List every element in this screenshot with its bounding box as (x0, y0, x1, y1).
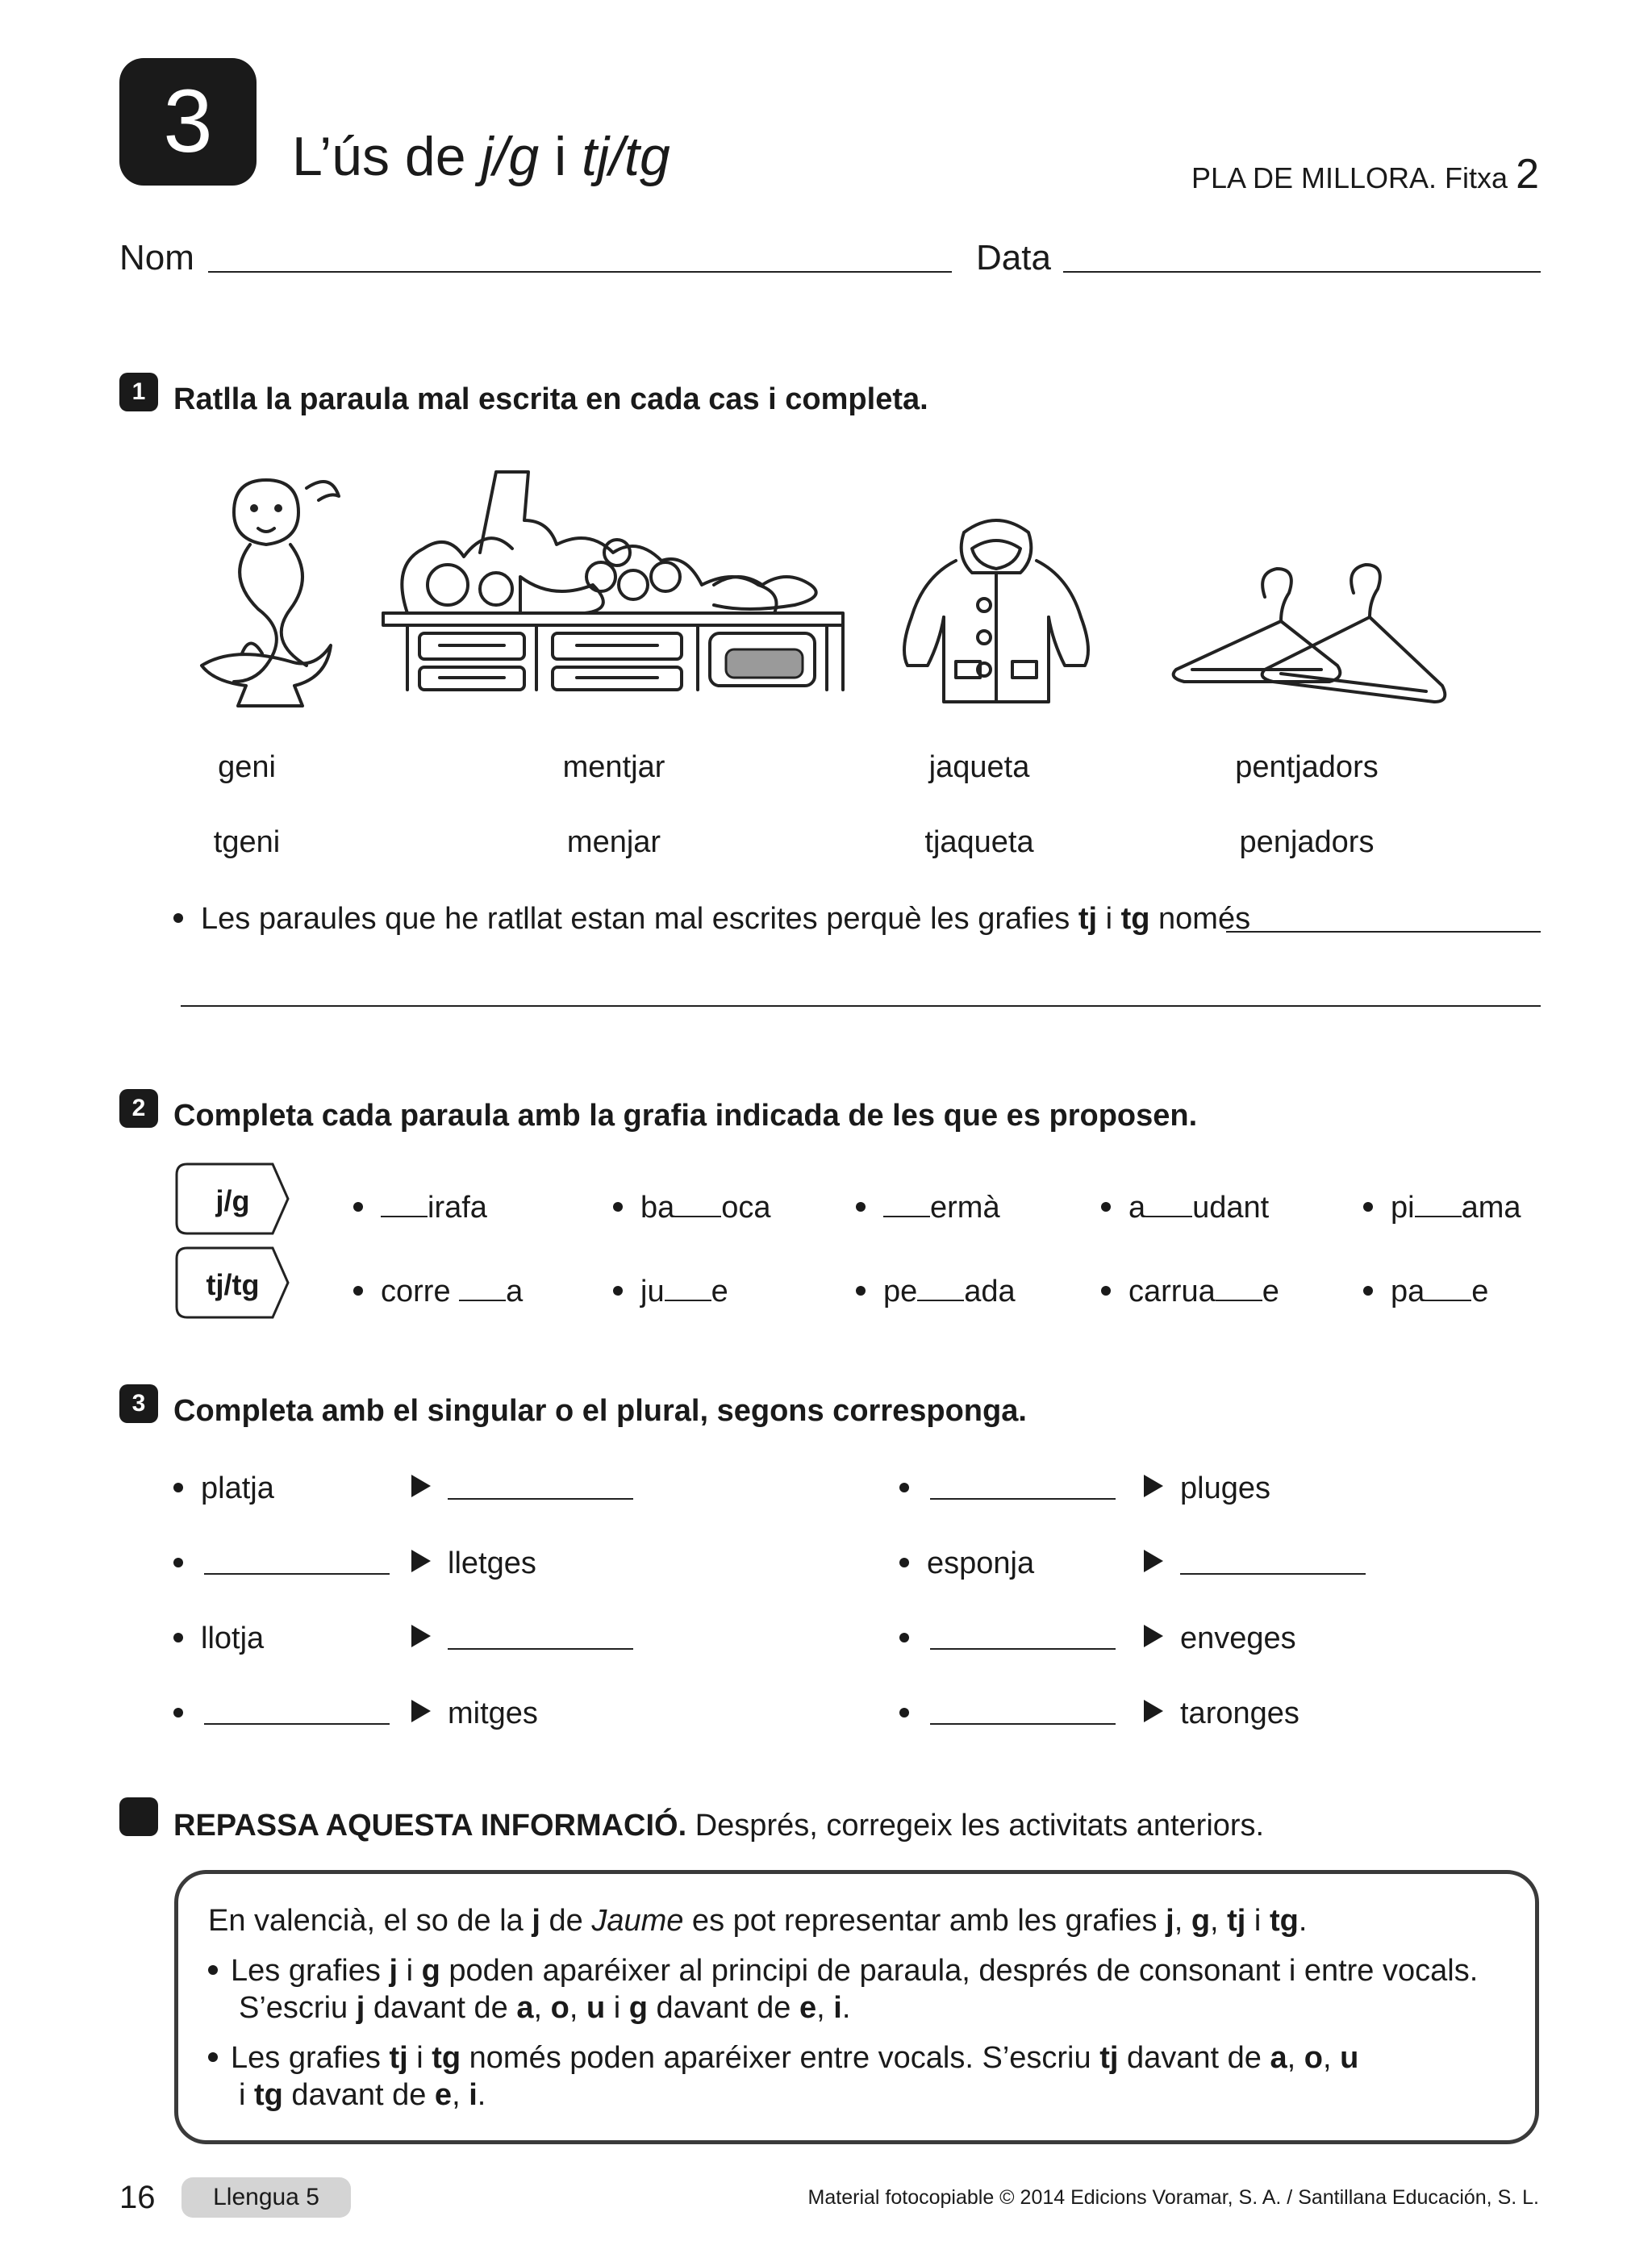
letter-blank[interactable] (1425, 1275, 1471, 1301)
fill-word: carrua e (1101, 1275, 1279, 1307)
letter-blank[interactable] (665, 1275, 711, 1301)
fill-word: pi ama (1363, 1192, 1521, 1223)
exercise-2-number: 2 (119, 1089, 158, 1128)
genie-lamp-illustration (186, 464, 347, 722)
arrow-right-icon (411, 1625, 431, 1651)
exercise-2-instruction: Completa cada paraula amb la grafia indicada de les que es proposen. (173, 1099, 1198, 1133)
fill-word: ba oca (613, 1192, 771, 1223)
review-heading: REPASSA AQUESTA INFORMACIÓ. Després, corregeix les activitats anteriors. (173, 1809, 1265, 1843)
answer-line[interactable] (181, 1005, 1541, 1007)
singular-plural-item: esponja (899, 1548, 1034, 1579)
info-bullet-1: Les grafies j i g poden aparéixer al principi de paraula, després de consonant i entre vocals. (208, 1952, 1478, 1989)
exercise-1-number: 1 (119, 373, 158, 411)
page-title: L’ús de j/g i tj/tg (292, 126, 670, 187)
letter-blank[interactable] (1216, 1275, 1262, 1301)
word-option[interactable]: penjadors (1239, 825, 1375, 859)
word-option[interactable]: geni (218, 750, 276, 784)
word-option[interactable]: tgeni (213, 825, 281, 859)
letter-blank[interactable] (459, 1275, 506, 1301)
word-option[interactable]: mentjar (562, 750, 665, 784)
date-label: Data (976, 238, 1051, 278)
date-field-line[interactable] (1063, 271, 1541, 273)
word-row-2 (0, 827, 1652, 863)
unit-number-badge: 3 (119, 58, 257, 186)
exercise-1-instruction: Ratlla la paraula mal escrita en cada cas i completa. (173, 382, 928, 416)
grapheme-tag-tjtg: tj/tg (174, 1246, 291, 1320)
info-bullet-2: Les grafies tj i tg només poden aparéixer entre vocals. S’escriu tj davant de a, o, u (208, 2039, 1358, 2076)
jacket-illustration (891, 516, 1101, 718)
arrow-right-icon (411, 1700, 431, 1726)
fill-word: a udant (1101, 1192, 1269, 1223)
letter-blank[interactable] (381, 1192, 428, 1217)
word-row-1 (0, 752, 1652, 788)
info-bullet-2-cont: i tg davant de e, i. (239, 2078, 486, 2112)
plural-word: enveges (1180, 1622, 1296, 1655)
review-marker (119, 1797, 158, 1836)
arrow-right-icon (1144, 1700, 1163, 1726)
arrow-right-icon (411, 1475, 431, 1501)
plural-word: taronges (1180, 1697, 1299, 1730)
answer-line[interactable] (204, 1573, 390, 1575)
plural-word: pluges (1180, 1471, 1270, 1505)
hangers-illustration (1168, 557, 1450, 710)
copyright-notice: Material fotocopiable © 2014 Edicions Voramar, S. A. / Santillana Educación, S. L. (807, 2186, 1539, 2209)
arrow-right-icon (1144, 1475, 1163, 1501)
word-option[interactable]: jaqueta (928, 750, 1030, 784)
exercise-1-sentence: Les paraules que he ratllat estan mal escrites perquè les grafies tj i tg només (173, 904, 1250, 934)
plural-word: lletges (448, 1546, 536, 1580)
letter-blank[interactable] (883, 1192, 930, 1217)
info-bullet-1-cont: S’escriu j davant de a, o, u i g davant de e, i. (239, 1991, 851, 2025)
name-label: Nom (119, 238, 194, 278)
fill-word: irafa (353, 1192, 487, 1223)
answer-line[interactable] (448, 1648, 633, 1650)
answer-line[interactable] (1180, 1573, 1366, 1575)
answer-line[interactable] (448, 1498, 633, 1500)
answer-line[interactable] (1226, 931, 1541, 933)
letter-blank[interactable] (674, 1192, 721, 1217)
fill-word: pa e (1363, 1275, 1488, 1307)
exercise-3-instruction: Completa amb el singular o el plural, segons corresponga. (173, 1394, 1027, 1428)
name-field-line[interactable] (208, 271, 952, 273)
singular-plural-item (899, 1623, 927, 1654)
singular-plural-item (899, 1698, 927, 1729)
arrow-right-icon (411, 1550, 431, 1576)
fill-word: pe ada (856, 1275, 1016, 1307)
plural-word: mitges (448, 1697, 538, 1730)
worksheet-label: PLA DE MILLORA. Fitxa 2 (1191, 151, 1539, 198)
singular-plural-item (899, 1473, 927, 1504)
letter-blank[interactable] (1145, 1192, 1192, 1217)
answer-line[interactable] (930, 1648, 1116, 1650)
market-stall-illustration (375, 456, 851, 714)
fill-word: ju e (613, 1275, 728, 1307)
singular-plural-item: llotja (173, 1623, 264, 1654)
fill-word: ermà (856, 1192, 1000, 1223)
page-number: 16 (119, 2180, 156, 2215)
letter-blank[interactable] (917, 1275, 964, 1301)
word-option[interactable]: pentjadors (1235, 750, 1379, 784)
grapheme-tag-jg: j/g (174, 1162, 291, 1236)
subject-badge: Llengua 5 (181, 2177, 351, 2218)
word-option[interactable]: tjaqueta (924, 825, 1034, 859)
arrow-right-icon (1144, 1550, 1163, 1576)
info-paragraph: En valencià, el so de la j de Jaume es pot representar amb les grafies j, g, tj i tg. (208, 1904, 1308, 1938)
answer-line[interactable] (930, 1498, 1116, 1500)
word-option[interactable]: menjar (566, 825, 661, 859)
letter-blank[interactable] (1415, 1192, 1462, 1217)
arrow-right-icon (1144, 1625, 1163, 1651)
answer-line[interactable] (204, 1723, 390, 1725)
singular-plural-item (173, 1548, 201, 1579)
exercise-3-number: 3 (119, 1384, 158, 1423)
answer-line[interactable] (930, 1723, 1116, 1725)
singular-plural-item: platja (173, 1473, 274, 1504)
fill-word: corre a (353, 1275, 523, 1307)
singular-plural-item (173, 1698, 201, 1729)
